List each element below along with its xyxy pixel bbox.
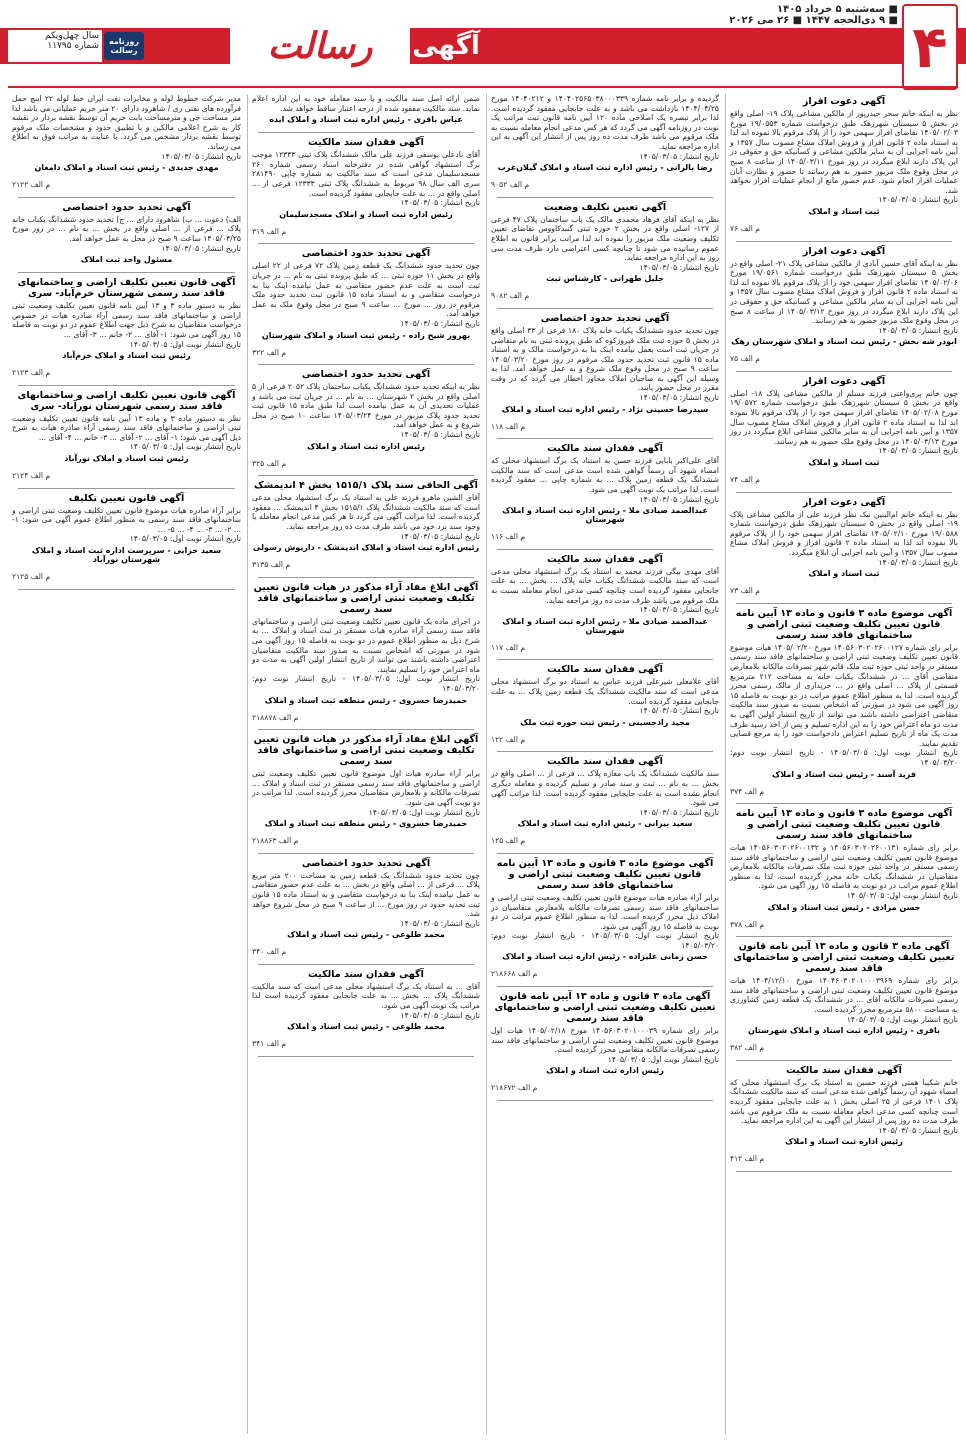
notice-divider: [736, 1171, 952, 1172]
notice: [730, 608, 958, 796]
notice-divider: [258, 577, 474, 578]
notice-body: آقای الشین ماهرو فرزند علی به استناد یک برگ استشهاد محلی مدعی است که سند مالکیت ششدانگ پلاک ۱۵۱۵/۱ بخش ۴ اندیمشک ... مفقود گردیده است. لذا مراتب آگهی می گردد تا هر کس مدعی انجام معامله یا وجود سند نزد خود می باشد ظرف مدت ده روز مراجعه نماید.: [252, 493, 480, 532]
notice-id: م الف ۳۲۲: [252, 347, 287, 357]
notice-divider: [18, 272, 235, 273]
notice-divider: [736, 803, 952, 804]
notice-title: آگهی ابلاغ مفاد آراء مذکور در هیات قانون تعیین تکلیف وضعیت ثبتی اراضی و ساختمانهای فاقد سند رسمی: [253, 734, 479, 768]
notice-signature: جلیل طهرانی - کارشناس ثبت: [546, 274, 664, 284]
notice: [12, 493, 241, 581]
notice: [12, 94, 241, 189]
notice-title: آگهی قانون تعیین تکلیف: [68, 492, 185, 504]
notice-divider: [736, 936, 952, 937]
notice-date: تاریخ انتشار: ۱۴۰۵/۰۳/۰۵: [400, 918, 480, 928]
notice: [252, 734, 480, 845]
notice-signature: ابوذر شه بخش - رئیس ثبت اسناد و املاک شهرستان زهک: [731, 337, 957, 347]
notice-title: آگهی فقدان سند مالکیت: [547, 756, 663, 768]
notice-divider: [497, 308, 713, 309]
notice-signature: حسن زمانی علیزاده - رئیس اداره ثبت اسناد و املاک: [502, 952, 708, 962]
notice-title: آگهی الحاقی سند پلاک ۱۵۱۵/۱ بخش ۴ اندیمشک: [254, 480, 478, 492]
issue-info: [8, 30, 102, 62]
notice-id: م الف ۷۳: [730, 586, 760, 596]
notice: [491, 858, 719, 979]
notice-date: تاریخ انتشار: ۱۴۰۵/۰۳/۰۵: [878, 325, 958, 335]
notice-date: تاریخ انتشار: ۱۴۰۵/۰۳/۰۵: [161, 243, 241, 253]
notice-date: تاریخ انتشار: ۱۴۰۵/۰۳/۰۵: [639, 706, 719, 716]
notice-divider: [258, 1056, 474, 1057]
notice: [252, 582, 480, 722]
notice-body: برابر رای شماره ۱۴۰۵۶۰۳۰۲۰۱۰۰۰۳۹ مورخ ۱۴۰۵/۰۲/۱۸ هیات اول موضوع قانون تعیین تکلیف وضعیت ثبتی اراضی و ساختمانهای فاقد سند رسمی تصرفات مالکانه متقاضی محرز گردیده است.: [491, 1026, 719, 1055]
notice: [12, 277, 241, 377]
notice-signature: محمد طلوعی - رئیس ثبت اسناد و املاک: [287, 930, 445, 940]
notice-signature: رئیس ثبت اسناد و املاک نورآباد: [64, 454, 189, 464]
notice-divider: [258, 243, 474, 244]
notice-date: تاریخ انتشار نوبت اول: ۱۴۰۵/۰۳/۰۵: [368, 807, 480, 817]
notice-divider: [258, 729, 474, 730]
notice-body: چون تحدید حدود ششدانگ یک قطعه زمین به مساحت ۲۰۰ متر مربع پلاک ... فرعی از ... اصلی واقع در بخش ... به علت عدم حضور متقاضی به عمل نیامده اینک بنا به درخواست متقاضی و به استناد ماده ۱۵ قانون ثبت تحدید حدود در روز مورخ ... از ساعت ۹ صبح در محل شروع خواهد شد.: [252, 870, 480, 919]
notice: [491, 202, 719, 301]
notice-divider: [736, 371, 952, 372]
notice-id: م الف ۳۱۹: [252, 226, 287, 236]
notice-signature: حمیدرضا خسروی - رئیس منطقه ثبت اسناد و املاک: [264, 819, 468, 829]
notice-body: ضمن ارائه اصل سند مالکیت و یا سند معامله خود به این اداره اعلام نماید. سند مالکیت مفقود شده از درجه اعتبار ساقط خواهد شد.: [252, 94, 480, 113]
page-number: ۴: [912, 13, 948, 81]
notice-signature: ثبت اسناد و املاک: [808, 458, 880, 468]
notice-id: م الف ۲۱۲۳: [12, 368, 51, 378]
masthead-box: [230, 20, 410, 72]
masthead-logo: رسالت: [267, 25, 373, 67]
notice-signature: رئیس اداره ثبت اسناد و املاک: [307, 441, 425, 451]
notice-date: تاریخ انتشار نوبت اول: ۱۴۰۵/۰۳/۰۵: [129, 339, 241, 349]
notice-id: م الف ۱۱۸: [491, 421, 526, 431]
notice-signature: سیدرضا حسینی نژاد - رئیس اداره ثبت اسناد و املاک: [501, 404, 709, 414]
notice-date: تاریخ انتشار نوبت اول: ۱۴۰۵/۰۳/۰۵: [846, 1014, 958, 1024]
notice: [252, 248, 480, 356]
notice: [730, 497, 958, 596]
notice: [730, 246, 958, 364]
notice-id: م الف ۲۱۲۴: [12, 471, 51, 481]
notice-title: آگهی موضوع ماده ۳ قانون و ماده ۱۳ آیین نامه قانون تعیین تکلیف وضعیت ثبتی اراضی و ساختمانهای فاقد سند رسمی: [496, 857, 714, 891]
notice-id: م الف ۲۱۸۶۶۸: [491, 969, 538, 979]
issue-year: سال چهل‌ویکم: [44, 31, 99, 41]
notice-date: تاریخ انتشار: ۱۴۰۵/۰۳/۰۵: [400, 198, 480, 208]
notice-divider: [258, 964, 474, 965]
notice-divider: [736, 603, 952, 604]
notice-divider: [258, 853, 474, 854]
notice-date: تاریخ انتشار نوبت اول: ۱۴۰۵/۰۳/۰۵: [846, 891, 958, 901]
notice-title: آگهی قانون تعیین تکلیف اراضی و ساختمانهای فاقد سند رسمی شهرستان نورآباد- سری: [17, 389, 236, 412]
notice: [491, 664, 719, 743]
notice-divider: [497, 549, 713, 550]
date-line-2: ■ ۹ ذی‌الحجه ۱۴۴۷ ■ ۲۶ می ۲۰۲۶: [729, 15, 898, 26]
notice-id: م الف ۳۸۲: [730, 1043, 765, 1053]
notice-id: م الف ۳۱۳۵: [252, 560, 291, 570]
notice-title: آگهی فقدان سند مالکیت: [547, 553, 663, 565]
notice: [252, 137, 480, 236]
notice-columns: [8, 94, 958, 1434]
notice-body: برابر رای شماره ۱۴۰۵۶۰۳۰۲۰۲۶۰۰۱۳۱ و ۱۴۰۵۶۰۳۰۲۰۲۶۰۰۱۳۲ هیات موضوع قانون تعیین تکلیف وضعیت ثبتی اراضی و ساختمانهای فاقد سند رسمی مستقر در واحد ثبتی حوزه ثبت ملک تصرفات مالکانه بلامعارض متقاضیان در ششدانگ یکباب خانه محرز گردیده است. لذا به منظور اطلاع عموم مراتب در دو نوبت به فاصله ۱۵ روز آگهی می شود.: [730, 843, 958, 891]
notice-body: نظر به اینکه خانم سحر حیدرپور از مالکین مشاعی پلاک ۱۹- اصلی واقع در بخش ۵ سیستان شهرزهک طبق درخواست شماره ۱۹/۰۵۵۳ مورخ ۱۴۰۵/۰۲/۰۳ تقاضای افراز سهمی خود را از پلاک مرقوم بالا نموده اند لذا به استناد ماده ۲ قانون افراز و فروش املاک مشاع مصوب سال ۱۳۵۷ و آیین نامه اجرایی آن به سایر مالکین مشاعی و کسانیکه حق و حقوقی در این پلاک دارند ابلاغ میگردد در روز مورخ ۱۴۰۵/۰۳/۱۱ از ساعت ۸ صبح در محل وقوع ملک مزبور حضور به هم رسانند تا حضور و نظارت آنان عملیات افراز انجام شود. عدم حضور مانع از انجام عملیات افراز نخواهد شد.: [730, 109, 958, 195]
notice-body: چون تحدید حدود ششدانگ یکباب خانه پلاک ۱۸۰ فرعی از ۳۳ اصلی واقع در بخش ۵ حوزه ثبت ملک فیروزکوه که طبق پرونده ثبتی به نام متقاضی در جریان ثبت است بعمل نیامده اینک بنا به درخواست مالک و به استناد ماده ۱۵ قانون ثبت تحدید حدود ملک مرقوم در روز مورخ ۱۴۰۵/۰۳/۲۰ ساعت ۹ صبح در محل وقوع ملک شروع و به عمل خواهد آمد. لذا به وسیله این آگهی به صاحبان املاک مجاور اخطار می گردد که در وقت مقرر در محل حضور یابند.: [491, 325, 719, 393]
notice-column: [8, 94, 241, 1434]
notice-signature: محمد طلوعی - رئیس ثبت اسناد و املاک: [287, 1022, 445, 1032]
notice: [491, 756, 719, 845]
notice-date: تاریخ انتشار نوبت اول: ۱۴۰۵/۰۳/۰۵ - تاریخ انتشار نوبت دوم: ۱۴۰۵/۰۳/۲۰: [730, 748, 958, 767]
notice-id: م الف ۱۲۲: [491, 734, 526, 744]
notice: [252, 858, 480, 957]
notice-body: نظر به دستور ماده ۳ و ۱۳ آیین نامه قانون تعیین تکلیف وضعیت ثبتی اراضی و ساختمانهای فاقد سند رسمی آراء صادره هیات در خصوص درخواست متقاضیان به شرح ذیل جهت اطلاع عموم در دو نوبت به فاصله ۱۵ روز آگهی می شود: ۱- آقای ... ۲- خانم ... ۳- آقای ...: [12, 301, 241, 339]
notice-body: نظر به اینکه خانم ام‌البنین نیک نظر فرزند علی از مالکین مشاعی پلاک ۱۹- اصلی واقع در بخش ۵ سیستان شهرزهک طبق درخواست شماره ۱۹/۰۵۸۸ مورخ ۱۴۰۵/۰۲/۱۰ تقاضای افراز سهمی خود را از پلاک مرقوم بالا نموده اند لذا به استناد ماده ۲ قانون افراز و فروش املاک مشاع مصوب سال ۱۳۵۷ و آیین نامه اجرایی آن ابلاغ میگردد.: [730, 509, 958, 557]
notice-title: آگهی تحدید حدود اختصاصی: [301, 248, 431, 260]
notice-signature: سعید بیرانی - رئیس اداره ثبت اسناد و املاک: [517, 819, 693, 829]
date-line-1: ■ سه‌شنبه ۵ خرداد ۱۴۰۵: [777, 4, 898, 15]
notice-divider: [497, 659, 713, 660]
notice-date: تاریخ انتشار: ۱۴۰۵/۰۳/۰۵: [639, 807, 719, 817]
notice-date: تاریخ انتشار: ۱۴۰۵/۰۳/۰۵: [878, 557, 958, 567]
notice-title: آگهی فقدان سند مالکیت: [308, 968, 424, 980]
notice: [730, 941, 958, 1052]
notice-id: م الف ۱۱۶: [491, 532, 526, 542]
notice-id: م الف ۴۱۲: [730, 1154, 765, 1164]
notice: [491, 94, 719, 189]
notice-divider: [258, 132, 474, 133]
notice-signature: رئیس اداره ثبت اسناد و املاک مسجدسلیمان: [279, 209, 453, 219]
notice-divider: [258, 364, 474, 365]
notice-date: تاریخ انتشار: ۱۴۰۵/۰۳/۰۵: [639, 151, 719, 161]
notice-signature: ثبت اسناد و املاک: [808, 569, 880, 579]
notice-id: م الف ۲۱۲۲: [12, 180, 51, 190]
notice-signature: حسن مرادی - رئیس ثبت اسناد و املاک: [767, 902, 921, 912]
notice-title: آگهی دعوت افراز: [802, 245, 886, 257]
notice-divider: [497, 853, 713, 854]
notice: [730, 96, 958, 233]
notice-signature: رئیس اداره ثبت اسناد و املاک اندیمشک - داریوش رسولی: [252, 543, 480, 553]
notice-date: تاریخ انتشار نوبت اول: ۱۴۰۵/۰۳/۰۵ - تاریخ انتشار نوبت دوم: ۱۴۰۵/۰۳/۲۰: [491, 931, 719, 950]
notice-title: آگهی ماده ۳ قانون و ماده ۱۳ آیین نامه قانون تعیین تکلیف وضعیت ثبتی اراضی و ساختمانهای فاقد سند رسمی: [494, 991, 716, 1025]
notice-signature: عبدالصمد صیادی ملا - رئیس اداره ثبت اسناد و املاک شهرستان: [502, 506, 708, 525]
notice-date: تاریخ انتشار: ۱۴۰۵/۰۳/۰۵: [161, 151, 241, 161]
notice-id: م الف ۹۰۵۲: [491, 180, 530, 190]
notice-date: تاریخ انتشار: ۱۴۰۵/۰۳/۰۵: [400, 318, 480, 328]
notice-title: آگهی تحدید حدود اختصاصی: [301, 369, 431, 381]
notice-title: آگهی تعیین تکلیف وضعیت: [543, 201, 667, 213]
notice-id: م الف ۷۴: [730, 475, 760, 485]
notice-title: آگهی فقدان سند مالکیت: [308, 137, 424, 149]
header-rule: [8, 86, 958, 88]
notice-signature: ثبت اسناد و املاک: [808, 206, 880, 216]
notice-body: آقای علی‌اکبر بابایی فرزند حسن به استناد یک برگ استشهاد محلی که امضاء شهود آن رسماً گواهی شده است مدعی است که سند مالکیت ششدانگ یک قطعه زمین پلاک ... به شماره چاپی ... مفقود گردیده است. لذا مراتب یک نوبت آگهی می شود.: [491, 456, 719, 495]
notice: [12, 390, 241, 480]
notice: [491, 991, 719, 1092]
notice-body: آقای نادعلی یوسفی فرزند علی مالک ششدانگ پلاک ثبتی ۱۲۳۳۳ موجب برگ استشهاد گواهی شده در دفترخانه اسناد رسمی شماره ۲۶۰ مسجدسلیمان مدعی است که سند مالکیت به شماره چاپی ۲۸۱۴۹۰ سری الف سال ۹۸ مربوط به ششدانگ پلاک ثبتی ۱۲۳۳۳ فرعی از ... اصلی واقع در ... به علت جابجایی مفقود گردیده است.: [252, 150, 480, 198]
notice: [12, 202, 241, 264]
notice: [491, 313, 719, 431]
newspaper-logo-icon: روزنامه رسالت: [104, 32, 144, 60]
notice-signature: رئیس اداره ثبت اسناد و املاک: [785, 1137, 903, 1147]
notice: [252, 369, 480, 468]
notice: [730, 1065, 958, 1164]
notice: [491, 443, 719, 541]
notice-date: تاریخ انتشار نوبت اول: ۱۴۰۵/۰۳/۰۵: [129, 534, 241, 544]
notice-signature: رئیس اداره ثبت اسناد و املاک: [546, 1066, 664, 1076]
notice: [252, 480, 480, 569]
date-lines: [678, 4, 898, 26]
notice-body: آقای غلامعلی شیرعلی فرزند عباس به استناد دو برگ استشهاد محلی مدعی است که سند مالکیت ششدانگ یک قطعه زمین پلاک ... به علت جابجایی مفقود گردیده است.: [491, 677, 719, 706]
notice-body: آقای ... به استناد یک برگ استشهاد محلی مدعی است که سند مالکیت ششدانگ پلاک ... بخش ... به علت جابجایی مفقود گردیده است لذا مراتب یک نوبت آگهی می شود.: [252, 981, 480, 1011]
notice-body: برابر رای شماره ۱۴۰۴۶۰۳۰۲۰۱۰۰۰۳۹۶۹ مورخ ۱۴۰۴/۱۲/۱۰ هیات موضوع قانون تعیین تکلیف وضعیت ثبتی اراضی و ساختمانهای فاقد سند رسمی تصرفات مالکانه آقای ... در ششدانگ یک قطعه زمین کشاورزی به مساحت ۵۸۰۰ مترمربع محرز گردیده است.: [730, 976, 958, 1015]
notice-date: تاریخ انتشار: ۱۴۰۵/۰۳/۰۵: [400, 430, 480, 440]
notice-id: م الف ۲۱۸۶۷۲: [491, 1083, 538, 1093]
notice-divider: [18, 385, 235, 386]
notice-body: مدیر شرکت خطوط لوله و مخابرات نفت ایران خط لوله ۲۲ اینچ حمل فرآورده های نفتی ری / شاهرود دارای ۲۰ متر حریم عملیاتی می باشد لذا متر مساحت جی و مترمساحت بابت حریم آن توسط نقشه بردار در نقشه کار به شرح اعلامی مالکین و با تطبیق حدود و مشخصات ملک مرقوم توسط نقشه بردار مشخص می گردد. با عنایت به مراتب فوق به اطلاع می رساند.: [12, 94, 241, 151]
notice-title: آگهی فقدان سند مالکیت: [786, 1064, 902, 1076]
notice-body: گردیده و برابر نامه شماره ۱۴۰۴۰۲۵۶۵۰۳۸۰۰۰۳۳۹ و ۱۴۰۴۰۲۱۲ مورخ ۱۴۰۴/۰۴/۲۵ بازداشت می باشد و به علت جابجایی مفقود گردیده است. لذا برابر تبصره یک اصلاحی ماده ۱۲۰ آیین نامه قانون ثبت مراتب یک نوبت در روزنامه آگهی می گردد که هر کس مدعی انجام معامله نسبت به ملک مرقوم می باشد ظرف مدت ده روز پس از انتشار این آگهی به این اداره مراجعه نماید.: [491, 94, 719, 151]
notice-title: آگهی دعوت افراز: [802, 496, 886, 508]
notice-divider: [497, 986, 713, 987]
section-title: آگهی: [412, 31, 480, 61]
notice-date: تاریخ انتشار نوبت اول: ۱۴۰۵/۰۳/۰۵: [129, 442, 241, 452]
notice-signature: عبدالصمد صیادی ملا - رئیس اداره ثبت اسناد و املاک شهرستان: [502, 616, 708, 635]
notice-signature: رئیس ثبت اسناد و املاک خرم‌آباد: [62, 351, 191, 361]
notice-id: م الف ۳۴۱: [252, 1039, 287, 1049]
issue-number: شماره ۱۱۷۹۵: [47, 41, 99, 51]
notice-signature: مجید رادحسینی - رئیس ثبت حوزه ثبت ملک: [520, 717, 690, 727]
notice-id: م الف ۳۷۸: [730, 919, 765, 929]
notice-id: م الف ۱۱۷: [491, 642, 526, 652]
notice-date: تاریخ انتشار: ۱۴۰۵/۰۳/۰۵: [639, 605, 719, 615]
notice-title: آگهی قانون تعیین تکلیف اراضی و ساختمانهای فاقد سند رسمی شهرستان خرم‌آباد- سری: [17, 277, 236, 300]
notice-body: خانم شکیبا همتی فرزند حسین به استناد یک برگ استشهاد محلی که امضاء شهود آن رسماً گواهی شده مدعی است که سند مالکیت ششدانگ پلاک ۱۴۰۱ فرعی از ۲۵ اصلی بخش ۱ به علت جابجایی مفقود گردیده است چنانچه کسی مدعی انجام معامله نسبت به ملک مرقوم می باشد ظرف مدت ده روز پس از انتشار این آگهی به این اداره مراجعه نماید.: [730, 1077, 958, 1126]
notice-divider: [736, 492, 952, 493]
notice-id: م الف ۱۲۵: [491, 836, 526, 846]
notice-divider: [497, 438, 713, 439]
notice-id: م الف ۲۱۸۸۷۸: [252, 712, 299, 722]
notice-id: م الف ۹۰۸۲: [491, 291, 530, 301]
notice-title: آگهی دعوت افراز: [802, 375, 886, 387]
notice-id: م الف ۲۱۲۵: [12, 572, 51, 582]
notice-signature: عباس باقری - رئیس اداره ثبت اسناد و املاک ایذه: [269, 115, 463, 125]
notice-title: آگهی تحدید حدود اختصاصی: [301, 857, 431, 869]
notice-title: آگهی دعوت افراز: [802, 96, 886, 107]
notice-id: م الف ۳۴۰: [252, 947, 287, 957]
notice-body: الف) دعوت ... ب) شاهرود دارای ... ج) تحدید حدود ششدانگ یکباب خانه پلاک ... فرعی از ... اصلی واقع در بخش ... به نام ... در روز مورخ ۱۴۰۵/۰۳/۲۵ ساعت ۹ صبح در محل به عمل خواهد آمد.: [11, 214, 241, 243]
notice: [730, 376, 958, 484]
notice-date: تاریخ انتشار نوبت اول: ۱۴۰۵/۰۳/۰۵ - تاریخ انتشار نوبت دوم: ۱۴۰۵/۰۳/۲۰: [252, 674, 480, 693]
notice-divider: [18, 589, 235, 590]
notice-divider: [497, 1100, 713, 1101]
notice-body: سند مالکیت ششدانگ یک باب مغازه پلاک ... فرعی از ... اصلی واقع در بخش ... به نام ... ثبت و سند صادر و تسلیم گردیده و معامله دیگری انجام نشده است به علت جابجایی مفقود گردیده است. لذا مراتب آگهی می شود.: [491, 769, 719, 808]
notice-body: در اجرای ماده یک قانون تعیین تکلیف وضعیت ثبتی اراضی و ساختمانهای فاقد سند رسمی آراء صادره هیات مستقر در ثبت اسناد و املاک ... به شرح ذیل به منظور اطلاع عموم در دو نوبت به فاصله ۱۵ روز آگهی می شود در صورتی که اشخاص نسبت به صدور سند مالکیت متقاضیان اعتراضی داشته باشند می توانند از تاریخ انتشار اولین آگهی به مدت دو ماه اعتراض خود را تسلیم نمایند.: [252, 616, 480, 674]
notice-divider: [497, 751, 713, 752]
notice-divider: [18, 488, 235, 489]
notice-signature: حمیدرضا خسروی - رئیس منطقه ثبت اسناد و املاک: [264, 695, 468, 705]
notice-body: آقای مهدی بیگی فرزند محمد به استناد یک برگ استشهاد محلی مدعی است که سند مالکیت ششدانگ یکباب خانه پلاک ... بخش ... به علت جابجایی مفقود گردیده است چنانچه کسی مدعی انجام معامله نسبت به ملک مرقوم می باشد ظرف مدت ده روز مراجعه نماید.: [491, 566, 719, 605]
notice-signature: باقری - رئیس اداره ثبت اسناد و املاک شهرستان: [747, 1026, 940, 1036]
notice-id: م الف ۷۶: [730, 223, 760, 233]
page-number-box: [902, 4, 958, 90]
notice-divider: [736, 241, 952, 242]
page-header: [0, 0, 966, 92]
notice-title: آگهی موضوع ماده ۳ قانون و ماده ۱۳ آیین نامه قانون تعیین تکلیف وضعیت ثبتی اراضی و ساختمانهای فاقد سند رسمی: [735, 607, 953, 641]
notice-date: تاریخ انتشار: ۱۴۰۵/۰۳/۰۵: [639, 494, 719, 504]
notice-title: آگهی فقدان سند مالکیت: [547, 443, 663, 455]
notice-body: برابر آراء صادره هیات موضوع قانون تعیین تکلیف وضعیت ثبتی اراضی و ساختمانهای فاقد سند رسمی تصرفات مالکانه بلامعارض متقاضیان در املاک ذیل محرز گردیده است. لذا به منظور اطلاع عموم مراتب در دو نوبت به فاصله ۱۵ روز آگهی می شود.: [491, 892, 719, 931]
notice-title: آگهی تحدید حدود اختصاصی: [540, 312, 670, 324]
notice-column: [486, 94, 719, 1434]
notice-column: [247, 94, 480, 1434]
notice-body: نظر به دستور ماده ۳ و ماده ۱۳ آیین نامه قانون تعیین تکلیف وضعیت ثبتی اراضی و ساختمانهای فاقد سند رسمی آراء صادره هیات به شرح ذیل آگهی می شود: ۱- آقای ... ۲- آقای ... ۳- خانم ... ۴- آقای ...: [12, 413, 241, 442]
notice-divider: [18, 197, 235, 198]
notice-id: م الف ۳۲۵: [252, 458, 287, 468]
notice-divider: [736, 1060, 952, 1061]
notice-divider: [497, 197, 713, 198]
notice: [252, 94, 480, 124]
notice-date: تاریخ انتشار: ۱۴۰۵/۰۳/۰۵: [639, 262, 719, 272]
notice: [730, 808, 958, 929]
notice-title: آگهی ماده ۳ قانون و ماده ۱۳ آیین نامه قانون تعیین تکلیف وضعیت ثبتی اراضی و ساختمانهای فاقد سند رسمی: [733, 941, 955, 975]
notice-body: چون تحدید حدود ششدانگ یک قطعه زمین پلاک ۷۲ فرعی از ۲۲ اصلی واقع در بخش ۱۱ حوزه ثبتی ... که طبق پرونده ثبتی به نام ... در جریان ثبت است به علت عدم حضور متقاضی به عمل نیامده اینک بنا به درخواست متقاضی و به استناد ماده ۱۵ قانون ثبت تحدید حدود ملک مرقوم در روز ... مورخ ... ساعت ۹ صبح در محل وقوع ملک به عمل خواهد آمد.: [252, 261, 480, 319]
notice-body: چون خانم پری‌واعتی فرزند مسلم از مالکین مشاعی پلاک ۱۸- اصلی واقع در بخش ۵ سیستان شهرزهک طبق درخواست شماره ۱۹/۰۵۷۲ مورخ ۱۴۰۵/۰۲/۰۸ تقاضای افراز سهمی خود را از پلاک مرقوم بالا نموده اند لذا به استناد ماده ۲ قانون افراز و فروش املاک مشاع مصوب سال ۱۳۵۷ و آیین نامه اجرایی آن به سایر مالکین مشاعی ابلاغ میگردد در روز مورخ ۱۴۰۵/۰۳/۱۳ در محل وقوع ملک حضور به هم رسانند.: [730, 388, 958, 446]
notice-title: آگهی تحدید حدود اختصاصی: [62, 201, 191, 213]
notice-column: [725, 94, 958, 1434]
notice-signature: رضا بالرانی - رئیس اداره ثبت اسناد و املاک گیلان‌غرب: [497, 163, 713, 173]
notice-date: تاریخ انتشار: ۱۴۰۵/۰۳/۰۵: [400, 531, 480, 541]
notice-body: نظر به اینکه تحدید حدود ششدانگ یکباب ساختمان پلاک ۲۰۵۲ فرعی از ۵ اصلی واقع در بخش ۲ شهرستان ... به نام ... در جریان ثبت می باشد و عملیات تحدیدی آن به عمل نیامده است لذا طبق ماده ۱۵ قانون ثبت تحدید حدود پلاک مزبور در مورخ ۱۴۰۵/۰۳/۲۴ ساعت ۱۰ صبح در محل شروع و به عمل خواهد آمد.: [252, 382, 480, 430]
notice: [252, 969, 480, 1048]
notice-signature: سعید خزایی - سرپرست اداره ثبت اسناد و املاک شهرستان نورآباد: [31, 546, 222, 565]
notice-title: آگهی فقدان سند مالکیت: [547, 664, 663, 676]
notice-signature: مهدی جدیدی - رئیس ثبت اسناد و املاک دامغان: [34, 163, 219, 173]
notice: [491, 554, 719, 652]
notice-signature: مسئول واحد ثبت املاک: [80, 255, 173, 265]
notice-date: تاریخ انتشار: ۱۴۰۵/۰۳/۰۵: [878, 446, 958, 456]
notice-signature: بهروز شیخ زاده - رئیس ثبت اسناد و املاک شهرستان: [261, 330, 471, 340]
notice-date: تاریخ انتشار: ۱۴۰۵/۰۳/۰۵: [400, 1010, 480, 1020]
notice-date: تاریخ انتشار نوبت اول: ۱۴۰۵/۰۳/۰۵: [607, 1054, 719, 1064]
notice-body: برابر رای شماره ۱۴۰۵۶۰۳۰۲۰۲۶۰۰۱۲۷ مورخ ۱۴۰۵/۰۲/۲۰ هیات موضوع قانون تعیین تکلیف وضعیت ثبتی اراضی و ساختمانهای فاقد سند رسمی مستقر در واحد ثبتی حوزه ثبت ملک قائم شهر تصرفات مالکانه بلامعارض متقاضی آقای ... در ششدانگ یکباب خانه به مساحت ۲۱۲ مترمربع قسمتی از پلاک ... اصلی واقع در ... خریداری از مالک رسمی محرز گردیده است. لذا به منظور اطلاع عموم مراتب در دو نوبت به فاصله ۱۵ روز آگهی می شود در صورتی که اشخاص نسبت به صدور سند مالکیت متقاضی اعتراضی داشته باشند می توانند از تاریخ انتشار اولین آگهی به مدت دو ماه اعتراض خود را به این اداره تسلیم و پس از اخذ رسید ظرف مدت یک ماه از تاریخ تسلیم اعتراض دادخواست خود را به مرجع قضایی تقدیم نمایند.: [730, 642, 958, 748]
notice-id: م الف ۳۷۴: [730, 786, 765, 796]
notice-id: م الف ۷۵: [730, 354, 760, 364]
notice-id: م الف ۲۱۸۸۶۳: [252, 836, 299, 846]
notice-divider: [258, 475, 474, 476]
notice-title: آگهی موضوع ماده ۳ قانون و ماده ۱۳ آیین نامه قانون تعیین تکلیف وضعیت ثبتی اراضی و ساختمانهای فاقد سند رسمی: [735, 808, 953, 842]
notice-body: نظر به اینکه آقای فرهاد محمدی مالک یک باب ساختمان پلاک ۴۷ فرعی از ۱۲۷- اصلی واقع در بخش ۲ حوزه ثبتی گنبدکاووس تقاضای تعیین تکلیف وضعیت ملک مزبور را نموده اند لذا مراتب برابر قانون به اطلاع عموم رسانیده می شود تا چنانچه کسی اعتراضی دارد ظرف مدت سی روز به این اداره مراجعه نماید.: [491, 214, 719, 263]
notice-body: برابر آراء صادره هیات موضوع قانون تعیین تکلیف وضعیت ثبتی اراضی و ساختمانهای فاقد سند رسمی به منظور اطلاع عموم آگهی می شود: ۱- ... ۲- ... ۳- ... ۴- ... ۵- ...: [12, 505, 241, 534]
notice-title: آگهی ابلاغ مفاد آراء مذکور در هیات قانون تعیین تکلیف وضعیت ثبتی اراضی و ساختمانهای فاقد سند رسمی: [253, 581, 479, 615]
notice-body: نظر به اینکه آقای حسین آبادی از مالکین مشاعی پلاک ۲۱- اصلی واقع در بخش ۵ سیستان شهرزهک طبق درخواست شماره ۱۹/۰۵۶۱ مورخ ۱۴۰۵/۰۲/۰۶ تقاضای افراز سهمی خود را از پلاک مرقوم بالا نموده اند لذا به استناد ماده ۲ قانون افراز و فروش املاک مشاع مصوب سال ۱۳۵۷ و آیین نامه اجرایی آن به سایر مالکین مشاعی و کسانیکه حق و حقوقی در این پلاک دارند ابلاغ میگردد در روز مورخ ۱۴۰۵/۰۳/۱۲ از ساعت ۸ صبح در محل وقوع ملک مزبور حضور به هم رسانند.: [730, 258, 958, 326]
notice-date: تاریخ انتشار: ۱۴۰۵/۰۳/۰۵: [878, 1125, 958, 1135]
notice-date: تاریخ انتشار: ۱۴۰۵/۰۳/۰۵: [878, 195, 958, 205]
notice-signature: فرید آسند - رئیس ثبت اسناد و املاک: [772, 769, 916, 779]
notice-body: برابر آراء صادره هیات اول موضوع قانون تعیین تکلیف وضعیت ثبتی اراضی و ساختمانهای فاقد سند رسمی مستقر در ثبت اسناد و املاک ... تصرفات مالکانه و بلامعارض متقاضیان محرز گردیده است. لذا مراتب در دو نوبت آگهی می شود.: [252, 769, 480, 807]
notice-date: تاریخ انتشار: ۱۴۰۵/۰۳/۰۵: [639, 393, 719, 403]
